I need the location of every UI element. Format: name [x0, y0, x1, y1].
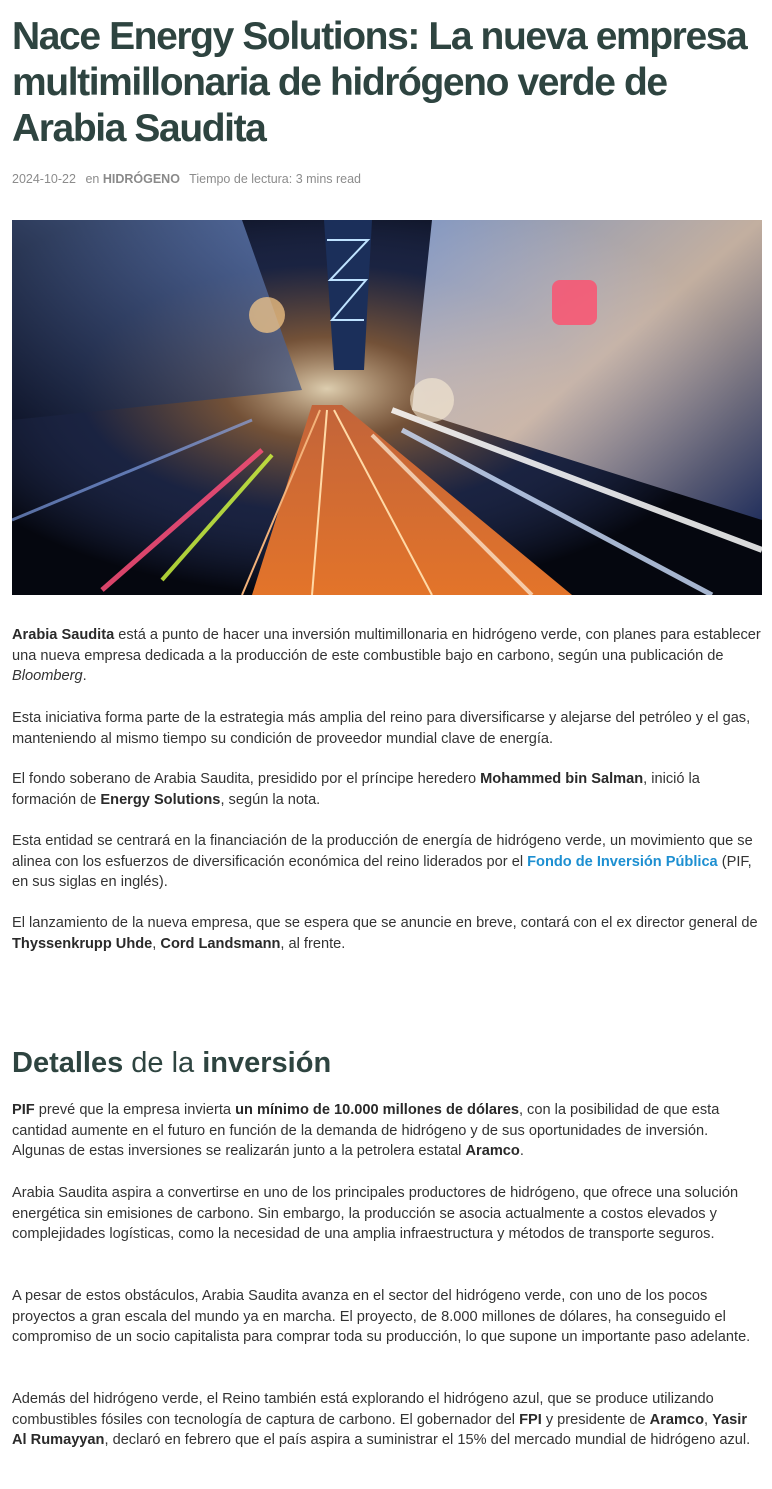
article-title: Nace Energy Solutions: La nueva empresa multimillonaria de hidrógeno verde de Arabia Saudita — [12, 15, 747, 150]
paragraph-7: Arabia Saudita aspira a convertirse en uno de los principales productores de hidrógeno, que ofrece una solución energética sin emisiones de carbono. Sin embargo, la producción se asocia actualmente a costos elevados y complejidades logísticas, como la necesidad de una amplia infraestructura y métodos de transporte seguros. — [12, 1185, 739, 1243]
paragraph-1: Arabia Saudita está a punto de hacer una inversión multimillonaria en hidrógeno verde, con planes para establecer una nueva empresa dedicada a la producción de este combustible bajo en carbono, según una publicación de Bloomberg. — [12, 627, 761, 685]
hero-image — [12, 220, 762, 595]
paragraph-5: El lanzamiento de la nueva empresa, que se espera que se anuncie en breve, contará con el ex director general de Thyssenkrupp Uhde, Cord Landsmann, al frente. — [12, 915, 758, 952]
article-meta — [12, 171, 361, 187]
fondo-inversion-link[interactable]: Fondo de Inversión Pública — [527, 853, 718, 870]
paragraph-4: Esta entidad se centrará en la financiación de la producción de energía de hidrógeno verde, un movimiento que se alinea con los esfuerzos de diversificación económica del reino liderados por el Fondo de Inversión Pública (PIF, en sus siglas en inglés). — [12, 833, 753, 891]
article-date: 2024-10-22 — [12, 172, 76, 186]
category-prefix: en — [85, 172, 100, 186]
paragraph-3: El fondo soberano de Arabia Saudita, presidido por el príncipe heredero Mohammed bin Salman, inició la formación de Energy Solutions, según la nota. — [12, 771, 700, 808]
section-heading: Detalles de la inversión — [12, 1047, 332, 1079]
paragraph-2: Esta iniciativa forma parte de la estrategia más amplia del reino para diversificarse y alejarse del petróleo y el gas, manteniendo al mismo tiempo su condición de proveedor mundial clave de energía. — [12, 710, 751, 747]
paragraph-6: PIF prevé que la empresa invierta un mínimo de 10.000 millones de dólares, con la posibilidad de que esta cantidad aumente en el futuro en función de la demanda de hidrógeno y de sus oportunidades de inversión. Algunas de estas inversiones se realizarán junto a la petrolera estatal Aramco. — [12, 1102, 720, 1160]
reading-time: Tiempo de lectura: 3 mins read — [189, 172, 362, 186]
paragraph-9: Además del hidrógeno verde, el Reino también está explorando el hidrógeno azul, que se produce utilizando combustibles fósiles con tecnología de captura de carbono. El gobernador del FPI y presidente de Aramco, Yasir Al Rumayyan, declaró en febrero que el país aspira a suministrar el 15% del mercado mundial de hidrógeno azul. — [12, 1391, 751, 1449]
paragraph-8: A pesar de estos obstáculos, Arabia Saudita avanza en el sector del hidrógeno verde, con uno de los pocos proyectos a gran escala del mundo ya en marcha. El proyecto, de 8.000 millones de dólares, ha conseguido el compromiso de un socio capitalista para comprar toda su producción, lo que supone un importante paso adelante. — [12, 1288, 751, 1346]
category-link[interactable]: HIDRÓGENO — [102, 172, 180, 186]
hero-photo-illustration — [12, 220, 762, 595]
